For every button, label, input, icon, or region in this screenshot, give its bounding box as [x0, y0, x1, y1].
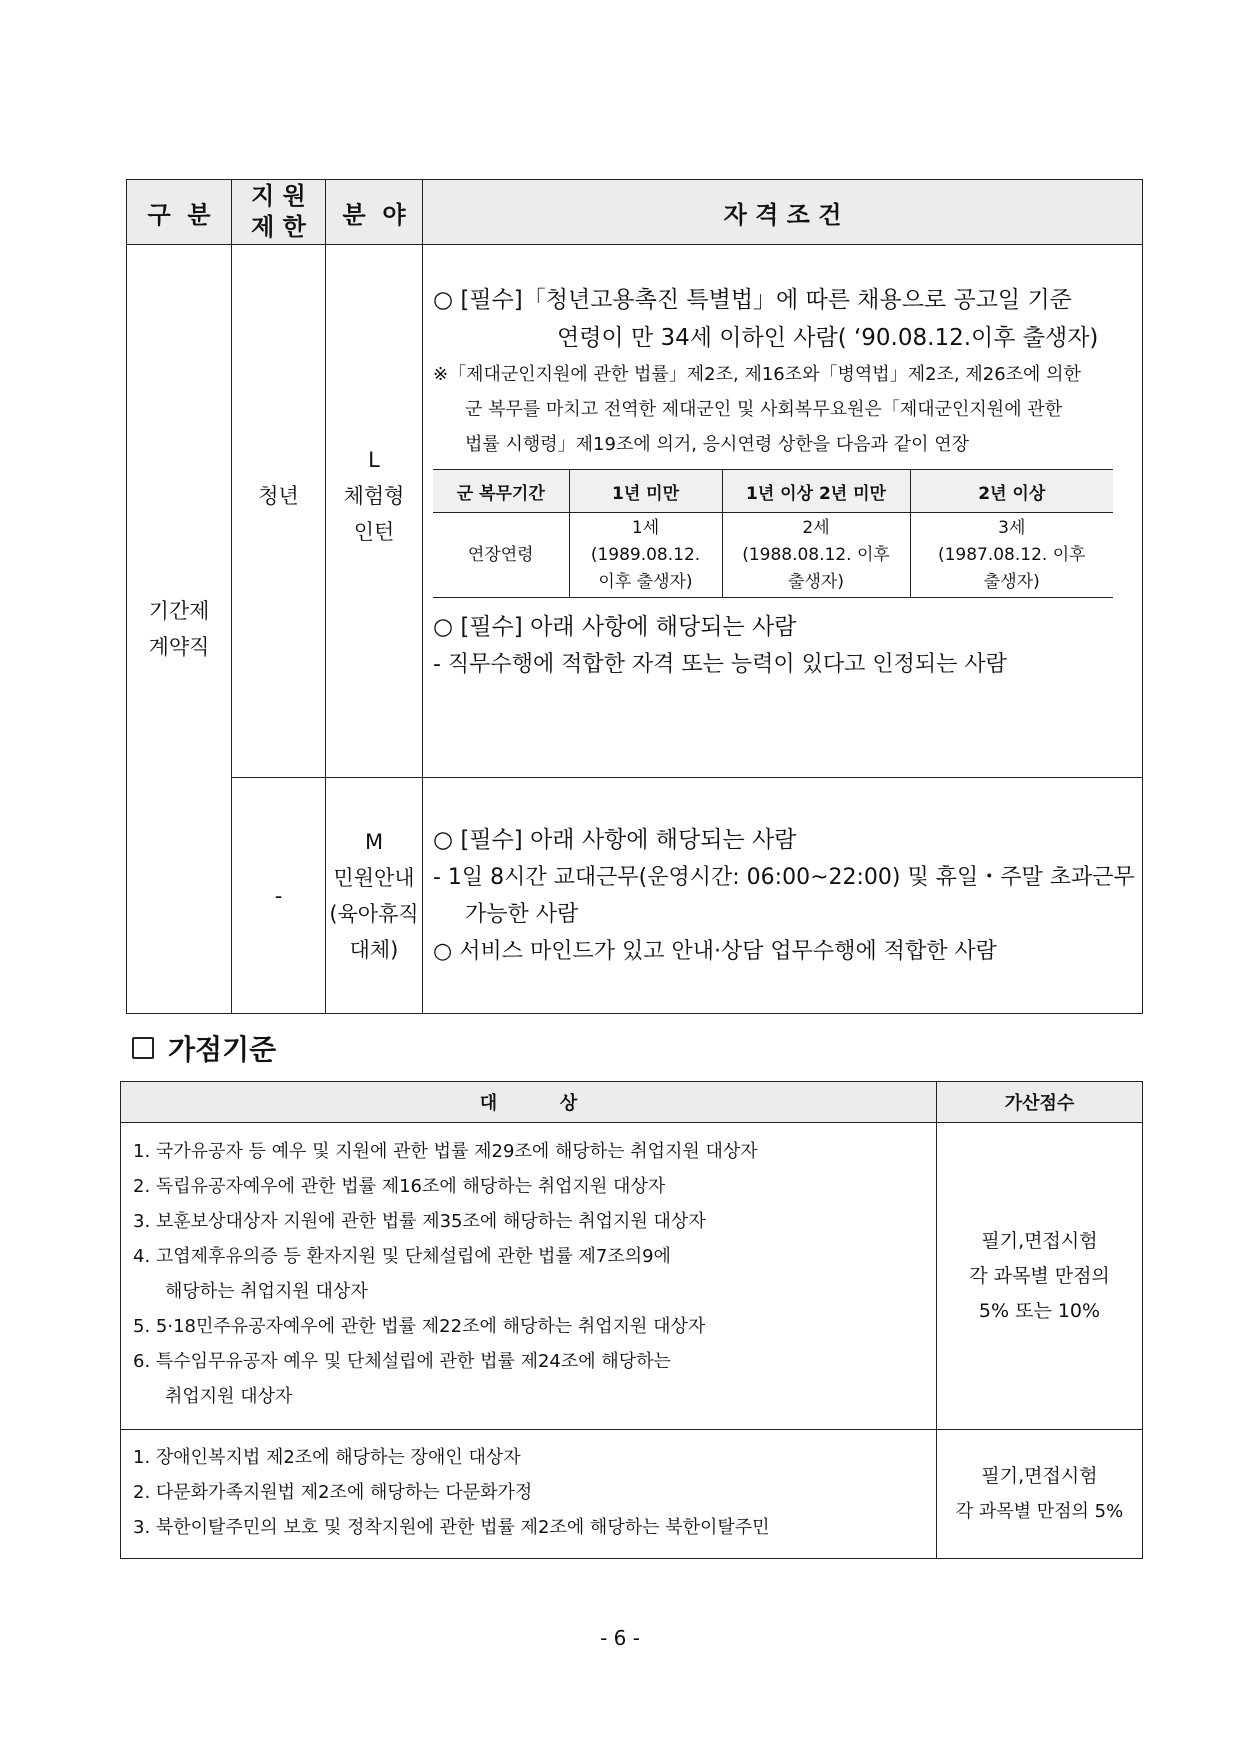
- header-category: 구 분: [127, 180, 232, 245]
- list-item: 해당하는 취업지원 대상자: [165, 1281, 368, 1302]
- ext-cell-2-tail: 출생자): [788, 571, 844, 592]
- civil-req-detail-line1: - 1일 8시간 교대근무(운영시간: 06:00~22:00) 및 휴일・주말 초과근무: [433, 865, 1135, 890]
- field-civil: [326, 778, 423, 1014]
- civil-req-person: ○ [필수] 아래 사항에 해당되는 사람: [433, 827, 797, 853]
- bonus-row-veterans: [121, 1123, 1143, 1430]
- req-age-line2: 연령이 만 34세 이하인 사람( ‘90.08.12.이후 출생자): [557, 325, 1099, 351]
- req-applicable-detail: - 직무수행에 적합한 자격 또는 능력이 있다고 인정되는 사람: [433, 652, 1007, 677]
- qualification-table: [126, 179, 1143, 1014]
- restriction-youth: 청년: [232, 245, 326, 778]
- ext-cell-1-age: 1세: [631, 517, 660, 538]
- ext-cell-2-age: 2세: [802, 517, 830, 538]
- bonus-social-list: [121, 1430, 937, 1559]
- veteran-note-line2: 군 복무를 마치고 전역한 제대군인 및 사회복무요원은「제대군인지원에 관한: [465, 399, 1063, 420]
- list-item: 4. 고엽제후유의증 등 환자지원 및 단체설립에 관한 법률 제7조의9에: [133, 1246, 671, 1267]
- req-age-line1: ○ [필수]「청년고용촉진 특별법」에 따른 채용으로 공고일 기준: [433, 287, 1072, 313]
- qualification-header-row: [127, 180, 1143, 245]
- header-restriction: [232, 180, 326, 245]
- ext-cell-3: [910, 513, 1113, 598]
- header-restriction-line2: 제 한: [251, 213, 306, 241]
- ext-header-service: 군 복무기간: [433, 470, 569, 513]
- ext-header-over2: 2년 이상: [910, 470, 1113, 513]
- veteran-note-line3: 법률 시행령」제19조에 의거, 응시연령 상한을 다음과 같이 연장: [465, 434, 969, 455]
- list-item: 3. 보훈보상대상자 지원에 관한 법률 제35조에 해당하는 취업지원 대상자: [133, 1211, 706, 1232]
- age-extension-row: [433, 513, 1113, 598]
- field-civil-line2: (육아휴직: [329, 901, 419, 926]
- list-item: 2. 다문화가족지원법 제2조에 해당하는 다문화가정: [133, 1481, 533, 1503]
- restriction-none: -: [232, 778, 326, 1014]
- veteran-note-line1: ※「제대군인지원에 관한 법률」제2조, 제16조와「병역법」제2조, 제26조에 의한: [433, 364, 1081, 385]
- ext-cell-3-age: 3세: [998, 517, 1026, 538]
- bonus-row-social: [121, 1430, 1143, 1559]
- age-extension-table: [433, 469, 1113, 598]
- score-line2: 각 과목별 만점의 5%: [955, 1501, 1124, 1522]
- list-item: 취업지원 대상자: [165, 1386, 293, 1407]
- bonus-section-title: 가점기준: [168, 1033, 277, 1066]
- score-line1: 필기,면접시험: [981, 1229, 1098, 1252]
- conditions-civil: [423, 778, 1143, 1014]
- field-intern-line2: 인턴: [353, 520, 395, 544]
- category-line1: 기간제: [148, 599, 210, 623]
- ext-cell-3-date: (1987.08.12. 이후: [937, 544, 1086, 565]
- bonus-points-table: [120, 1081, 1143, 1559]
- age-extension-header: [433, 470, 1113, 513]
- list-item: 3. 북한이탈주민의 보호 및 정착지원에 관한 법률 제2조에 해당하는 북한이탈주민: [133, 1516, 770, 1538]
- ext-cell-2: [722, 513, 910, 598]
- qualification-row-intern: [127, 245, 1143, 778]
- ext-cell-1: [569, 513, 722, 598]
- ext-row-label: 연장연령: [433, 513, 569, 598]
- civil-req-detail-line2: 가능한 사람: [465, 902, 579, 927]
- page-number: - 6 -: [600, 1626, 640, 1650]
- category-line2: 계약직: [148, 635, 210, 659]
- header-conditions: 자 격 조 건: [423, 180, 1143, 245]
- field-intern: [326, 245, 423, 778]
- bonus-header-row: [121, 1082, 1143, 1123]
- field-code-m: M: [364, 829, 384, 854]
- list-item: 2. 독립유공자예우에 관한 법률 제16조에 해당하는 취업지원 대상자: [133, 1176, 666, 1197]
- checkbox-icon: [132, 1037, 154, 1059]
- header-restriction-line1: 지 원: [251, 182, 306, 210]
- qualification-row-civil: [127, 778, 1143, 1014]
- bonus-header-points: 가산점수: [937, 1082, 1143, 1123]
- bonus-header-target: 대 상: [121, 1082, 937, 1123]
- field-code-l: L: [368, 448, 380, 472]
- bonus-social-score: [937, 1430, 1143, 1559]
- score-line2: 각 과목별 만점의: [969, 1264, 1110, 1287]
- list-item: 1. 국가유공자 등 예우 및 지원에 관한 법률 제29조에 해당하는 취업지원 대상자: [133, 1141, 758, 1162]
- ext-cell-3-tail: 출생자): [983, 571, 1040, 592]
- req-applicable-person: ○ [필수] 아래 사항에 해당되는 사람: [433, 614, 797, 640]
- list-item: 6. 특수임무유공자 예우 및 단체설립에 관한 법률 제24조에 해당하는: [133, 1351, 671, 1372]
- list-item: 1. 장애인복지법 제2조에 해당하는 장애인 대상자: [133, 1446, 521, 1468]
- ext-header-1to2: 1년 이상 2년 미만: [722, 470, 910, 513]
- field-civil-line1: 민원안내: [333, 865, 415, 890]
- bonus-section-heading: [132, 1028, 276, 1068]
- ext-cell-2-date: (1988.08.12. 이후: [742, 544, 890, 565]
- bonus-veterans-score: [937, 1123, 1143, 1430]
- ext-cell-1-tail: 이후 출생자): [598, 571, 693, 592]
- ext-cell-1-date: (1989.08.12.: [590, 544, 701, 565]
- score-line3: 5% 또는 10%: [978, 1299, 1101, 1322]
- ext-header-under1: 1년 미만: [569, 470, 722, 513]
- bonus-veterans-list: [121, 1123, 937, 1430]
- list-item: 5. 5·18민주유공자예우에 관한 법률 제22조에 해당하는 취업지원 대상자: [133, 1316, 706, 1337]
- civil-req-service-mind: ○ 서비스 마인드가 있고 안내·상담 업무수행에 적합한 사람: [433, 939, 997, 964]
- category-cell: [127, 245, 232, 1014]
- header-field: 분 야: [326, 180, 423, 245]
- field-intern-line1: 체험형: [343, 484, 405, 508]
- field-civil-line3: 대체): [349, 937, 399, 962]
- score-line1: 필기,면접시험: [981, 1465, 1098, 1487]
- conditions-intern: [423, 245, 1143, 778]
